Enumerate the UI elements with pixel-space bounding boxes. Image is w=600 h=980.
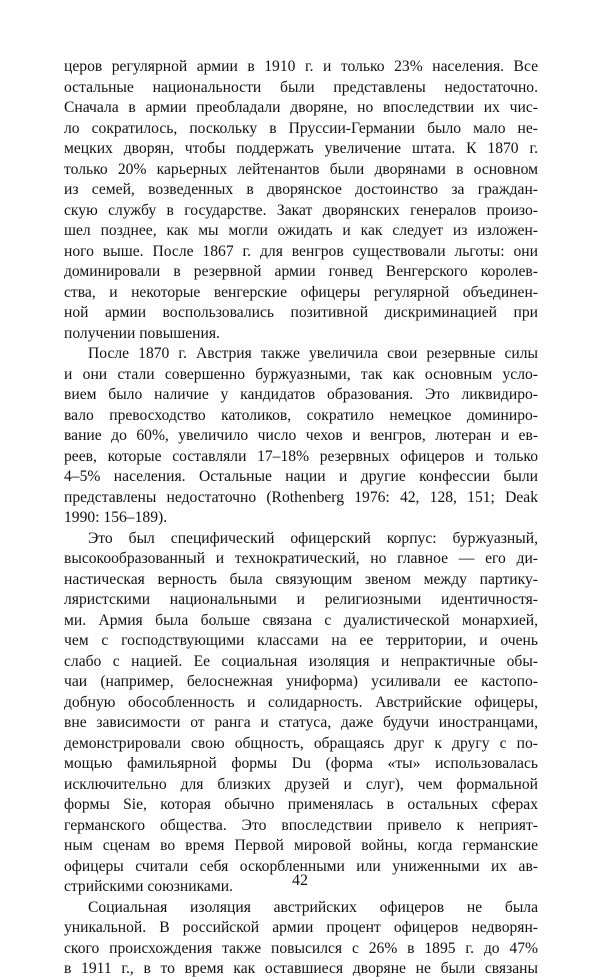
text-line: мецких дворян, чтобы поддержать увеличение штата. К 1870 г. xyxy=(64,140,538,157)
text-line: ной армии воспользовались позитивной дискриминацией при xyxy=(64,304,538,321)
text-line: реев, которые составляли 17–18% резервных офицеров и только xyxy=(64,447,538,465)
text-line: мощью фамильярной формы Du (форма «ты» использовалась xyxy=(64,755,538,772)
text-line: 4–5% населения. Остальные нации и другие конфессии были xyxy=(64,468,538,485)
text-line: вием было наличие у кандидатов образования. Это ликвидиро- xyxy=(64,386,538,403)
text-line: формы Sie, которая обычно применялась в остальных сферах xyxy=(64,796,538,813)
text-line: ми. Армия была больше связана с дуалистической монархией, xyxy=(64,611,538,629)
text-line: настическая верность была связующим звеном между партику- xyxy=(64,570,538,588)
text-line: германского общества. Это впоследствии привело к неприят- xyxy=(64,816,538,834)
text-line: получении повышения. xyxy=(64,324,220,342)
text-line: ского происхождения также повысился с 26% в 1895 г. до 47% xyxy=(64,939,538,957)
text-line: скую службу в государстве. Закат дворянских генералов произо- xyxy=(64,201,538,219)
text-line: стрийскими союзниками. xyxy=(64,878,233,895)
text-line: остальные национальности были представлены недостаточно. xyxy=(64,78,538,96)
paragraph-1 xyxy=(64,57,538,344)
text-line: вне зависимости от ранга и статуса, даже будучи иностранцами, xyxy=(64,714,538,731)
text-line: уникальной. В российской армии процент офицеров недворян- xyxy=(64,919,538,936)
text-line: После 1870 г. Австрия также увеличила свои резервные силы xyxy=(88,345,538,362)
text-line: демонстрировали свою общность, обращаясь друг к другу с по- xyxy=(64,734,538,752)
paragraph-3 xyxy=(64,529,538,898)
text-line: Это был специфический офицерский корпус: буржуазный, xyxy=(88,529,538,547)
text-line: представлены недостаточно (Rothenberg 1976: 42, 128, 151; Deak xyxy=(64,488,538,506)
page-number: 42 xyxy=(292,872,308,889)
text-line: только 20% карьерных лейтенантов были дворянами в основном xyxy=(64,160,538,178)
text-line: церов регулярной армии в 1910 г. и только 23% населения. Все xyxy=(64,58,538,75)
text-line: ляристскими национальными и религиозными идентичностя- xyxy=(64,591,538,608)
text-line: Сначала в армии преобладали дворяне, но впоследствии их чис- xyxy=(64,99,538,116)
paragraph-2 xyxy=(64,344,538,529)
text-line: шел позднее, как мы могли ожидать и как следует из изложен- xyxy=(64,222,538,239)
text-line: доминировали в резервной армии гонвед Венгерского королев- xyxy=(64,263,538,280)
text-line: добную обособленность и солидарность. Австрийские офицеры, xyxy=(64,693,538,711)
text-line: чем с господствующими классами на ее территории, и очень xyxy=(64,632,538,649)
text-line: слабо с нацией. Ее социальная изоляция и непрактичные обы- xyxy=(64,652,538,670)
text-line: исключительно для близких друзей и слуг), чем формальной xyxy=(64,775,538,793)
text-line: 1990: 156–189). xyxy=(64,509,168,526)
text-line: и они стали совершенно буржуазными, так как основным усло- xyxy=(64,365,538,383)
paragraph-4 xyxy=(64,898,538,980)
text-line: вало превосходство католиков, сократило немецкое доминиро- xyxy=(64,406,538,424)
text-line: вание до 60%, увеличило число чехов и венгров, лютеран и ев- xyxy=(64,427,538,444)
text-line: офицеры считали себя оскорбленными или униженными их ав- xyxy=(64,857,538,875)
text-line: ло сократилось, поскольку в Пруссии-Германии было мало не- xyxy=(64,119,538,137)
text-line: в 1911 г., в то время как оставшиеся дворяне не были связаны xyxy=(64,960,538,977)
page-body xyxy=(64,57,538,980)
text-line: из семей, возведенных в дворянское достоинство за граждан- xyxy=(64,181,538,198)
text-line: чаи (например, белоснежная униформа) усиливали ее кастопо- xyxy=(64,673,538,690)
text-line: высокообразованный и технократический, но главное — его ди- xyxy=(64,550,538,567)
text-line: ным сценам во время Первой мировой войны, когда германские xyxy=(64,837,538,854)
text-line: ного выше. После 1867 г. для венгров существовали льготы: они xyxy=(64,242,538,260)
text-line: Социальная изоляция австрийских офицеров не была xyxy=(88,898,538,916)
text-line: ства, и некоторые венгерские офицеры регулярной объединен- xyxy=(64,283,538,301)
